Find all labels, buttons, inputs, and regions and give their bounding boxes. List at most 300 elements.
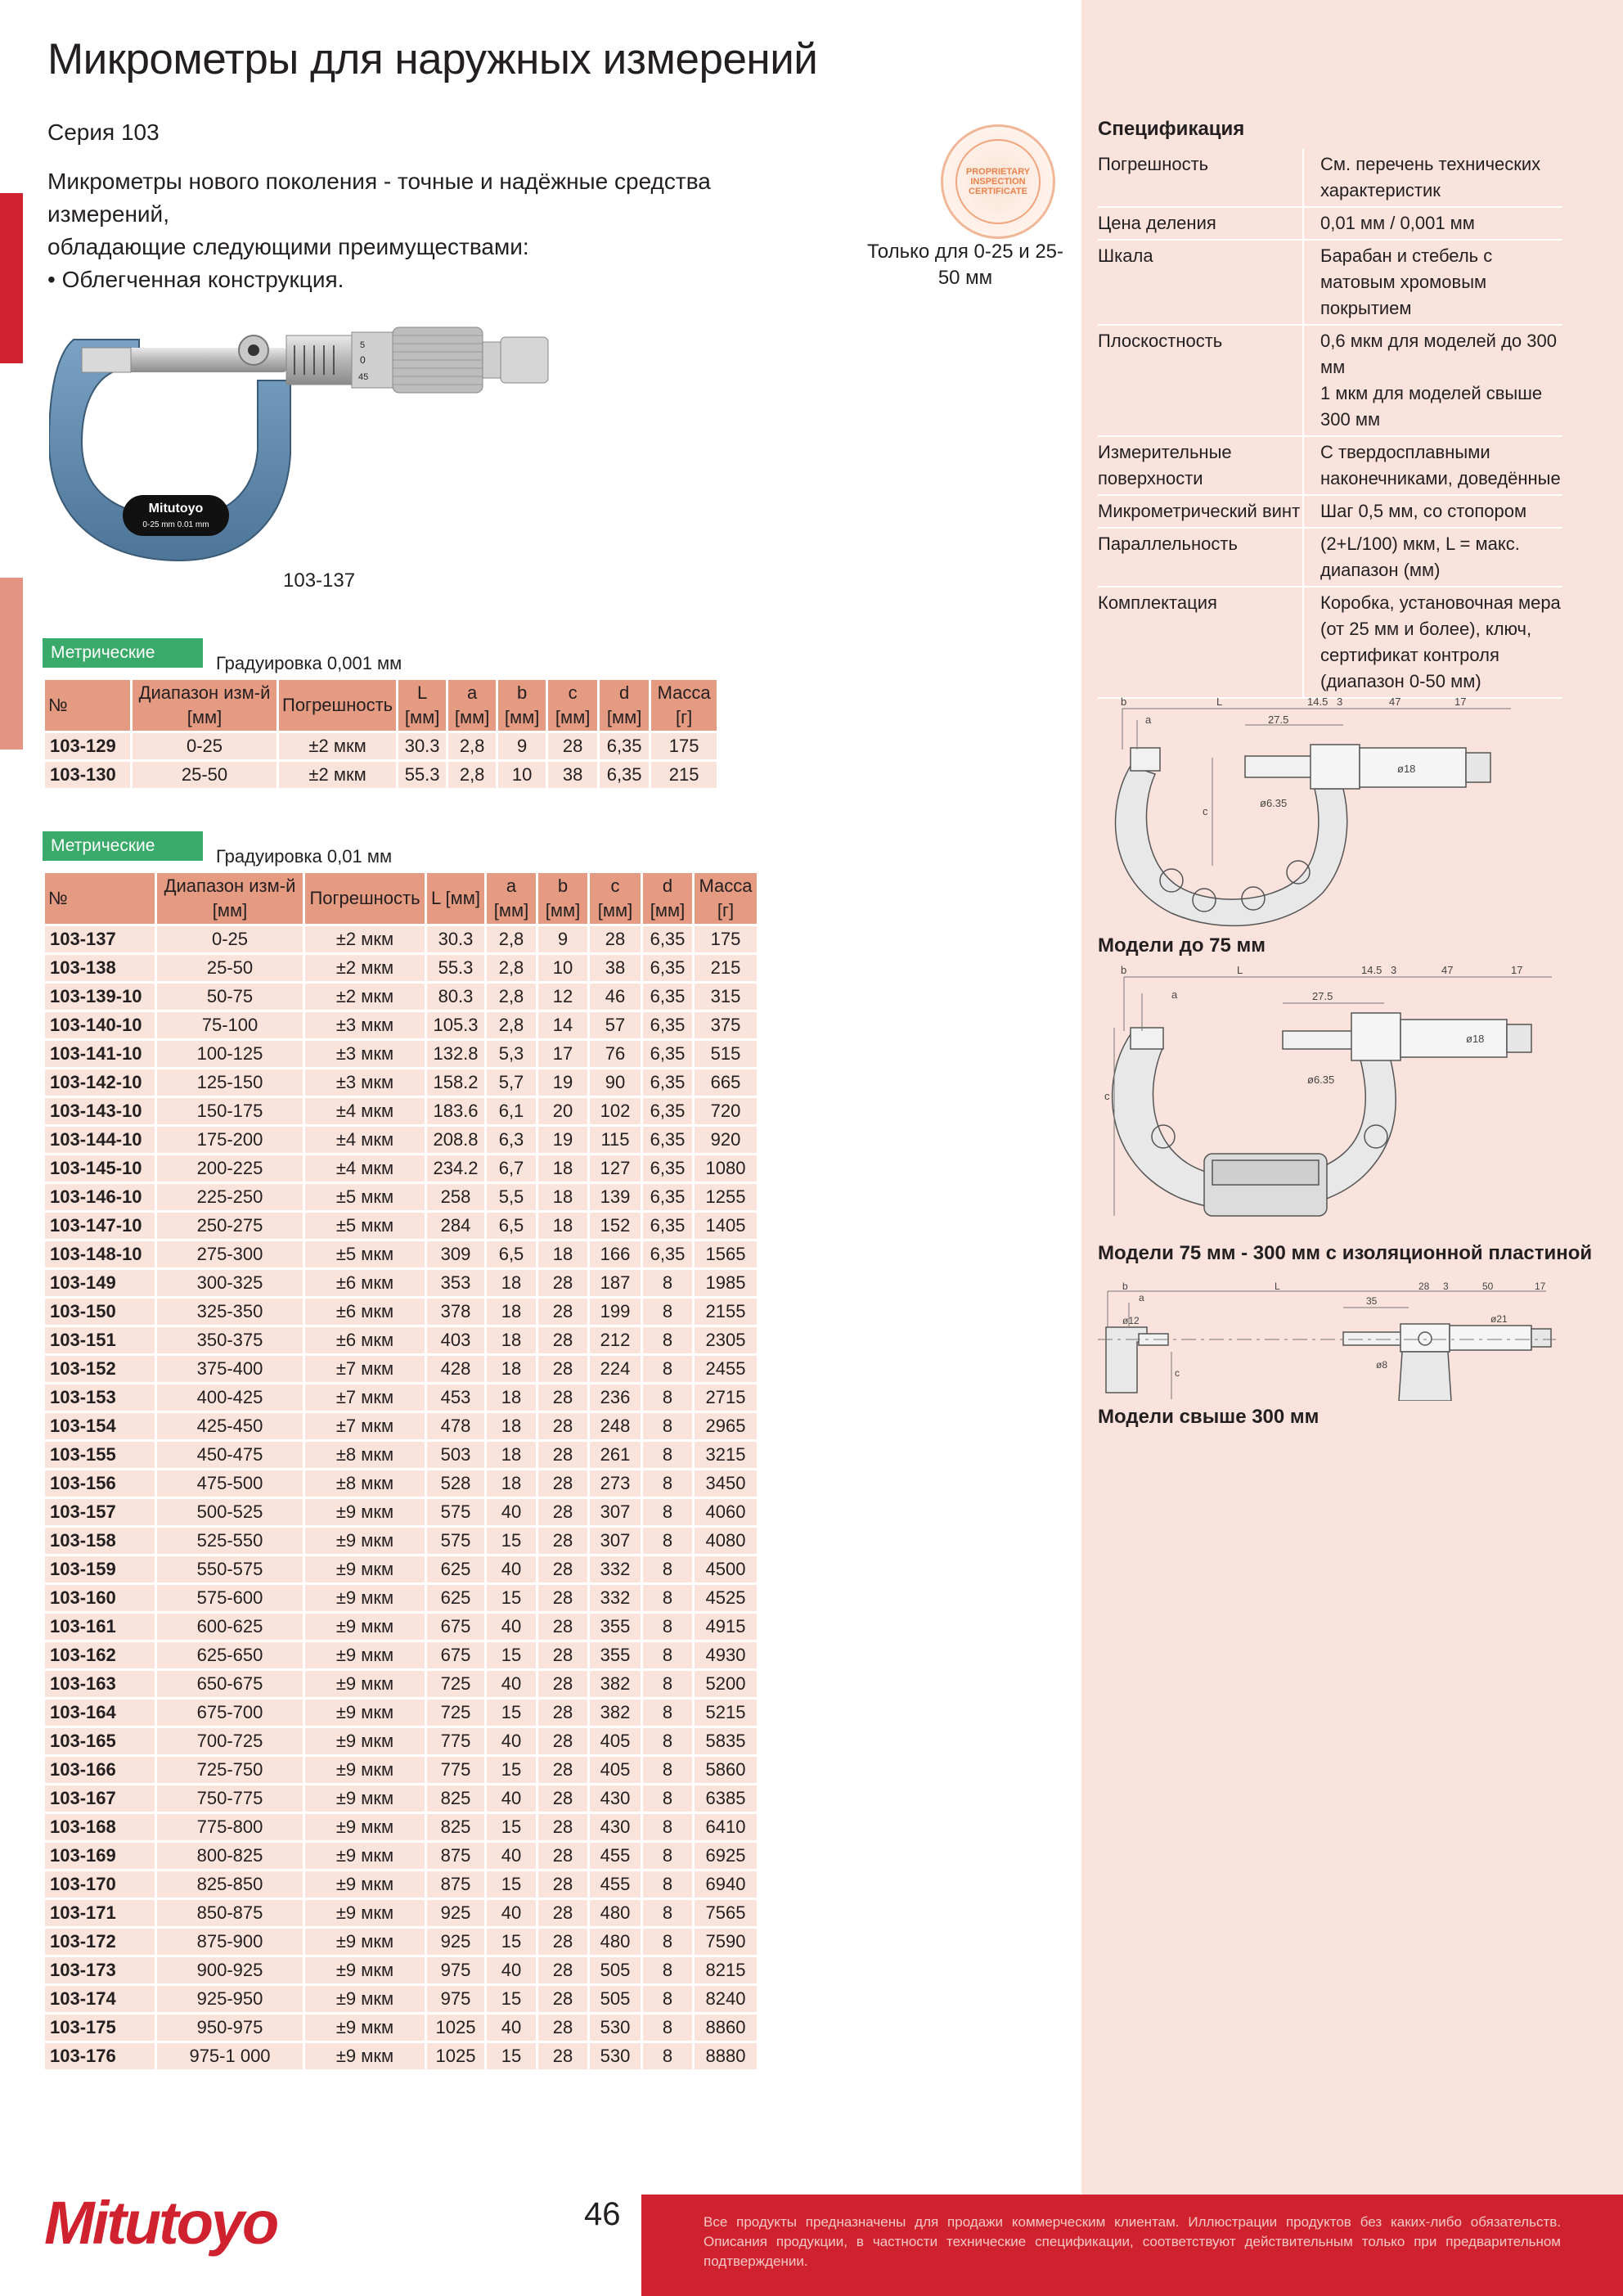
col-header: № [45, 873, 155, 924]
table-cell: 28 [538, 1585, 587, 1611]
spec-value: См. перечень технических характеристик [1320, 154, 1541, 200]
table-cell: 450-475 [157, 1442, 303, 1468]
table-cell: ±6 мкм [305, 1270, 425, 1296]
dim-label: c [1175, 1367, 1180, 1379]
table-cell: 183.6 [427, 1098, 484, 1124]
table-cell: 9 [498, 733, 546, 759]
table-cell: 600-625 [157, 1614, 303, 1640]
drawing-over-300 [1098, 1278, 1556, 1401]
model-code-cell: 103-130 [45, 762, 130, 788]
model-code-cell: 103-137 [45, 926, 155, 952]
table-row [45, 1327, 757, 1353]
table-cell: 453 [427, 1384, 484, 1411]
model-code-cell: 103-129 [45, 733, 130, 759]
table-cell: 875 [427, 1843, 484, 1869]
table-cell: 8 [643, 2015, 692, 2041]
table-row [45, 926, 757, 952]
table-cell: 40 [487, 1499, 536, 1525]
table-cell: 8 [643, 1614, 692, 1640]
table-cell: 7590 [695, 1929, 757, 1955]
table-cell: 6,35 [643, 1069, 692, 1096]
table-cell: 775 [427, 1757, 484, 1783]
model-code-cell: 103-172 [45, 1929, 155, 1955]
table-cell: 4525 [695, 1585, 757, 1611]
model-code-cell: 103-144-10 [45, 1127, 155, 1153]
table-cell: 18 [487, 1413, 536, 1439]
table-cell: 125-150 [157, 1069, 303, 1096]
table-cell: 6,35 [643, 926, 692, 952]
spec-table-0001 [43, 678, 719, 790]
table-cell: ±2 мкм [279, 762, 396, 788]
table-row [45, 1069, 757, 1096]
col-header: Масса [г] [651, 680, 717, 731]
table-cell: 2,8 [487, 1012, 536, 1038]
drawing-up-to-75 [1098, 692, 1556, 934]
spec-row [1098, 326, 1562, 437]
spec-list [1098, 149, 1562, 699]
table-cell: 57 [590, 1012, 641, 1038]
table-cell: 28 [538, 1499, 587, 1525]
table-cell: ±2 мкм [305, 955, 425, 981]
table-cell: 6,35 [643, 984, 692, 1010]
table-cell: 8 [643, 1728, 692, 1754]
table-row [45, 1356, 757, 1382]
model-code-cell: 103-148-10 [45, 1241, 155, 1267]
table-cell: 7565 [695, 1900, 757, 1926]
dim-label: ø12 [1122, 1315, 1140, 1326]
col-header: d [мм] [643, 873, 692, 924]
dim-label: 28 [1418, 1281, 1430, 1292]
table-cell: 2155 [695, 1299, 757, 1325]
table-cell: 28 [538, 1871, 587, 1898]
table-cell: 750-775 [157, 1785, 303, 1812]
col-header: Диапазон изм-й [мм] [157, 873, 303, 924]
table-cell: 8 [643, 1384, 692, 1411]
table-cell: ±9 мкм [305, 1986, 425, 2012]
table-cell: 14 [538, 1012, 587, 1038]
drawing-75-300 [1098, 961, 1556, 1231]
table-row [45, 1957, 757, 1983]
table-cell: 8 [643, 1871, 692, 1898]
table-cell: 8 [643, 2043, 692, 2069]
table-cell: ±9 мкм [305, 1671, 425, 1697]
table-cell: 530 [590, 2043, 641, 2069]
series-label: Серия 103 [47, 119, 160, 145]
dim-label: a [1171, 988, 1178, 1001]
table-cell: 17 [538, 1041, 587, 1067]
table-cell: 18 [487, 1356, 536, 1382]
table-cell: 825-850 [157, 1871, 303, 1898]
table-cell: 403 [427, 1327, 484, 1353]
table-cell: ±6 мкм [305, 1327, 425, 1353]
table-header-row [45, 873, 757, 924]
model-code-cell: 103-151 [45, 1327, 155, 1353]
table-cell: ±9 мкм [305, 1871, 425, 1898]
table-cell: 1025 [427, 2015, 484, 2041]
table-cell: 800-825 [157, 1843, 303, 1869]
table-row [45, 1929, 757, 1955]
table-cell: ±3 мкм [305, 1012, 425, 1038]
table-row [45, 1299, 757, 1325]
table-cell: 5,7 [487, 1069, 536, 1096]
table-cell: 8 [643, 1470, 692, 1497]
intro-text [47, 165, 825, 296]
table-cell: 8 [643, 1642, 692, 1668]
table-cell: 115 [590, 1127, 641, 1153]
table-cell: 15 [487, 1585, 536, 1611]
table-cell: ±6 мкм [305, 1299, 425, 1325]
table-row [45, 1814, 757, 1840]
table-cell: 0-25 [133, 733, 276, 759]
table-cell: 76 [590, 1041, 641, 1067]
table-cell: 8 [643, 1528, 692, 1554]
table-cell: 236 [590, 1384, 641, 1411]
table-cell: 300-325 [157, 1270, 303, 1296]
model-code-cell: 103-167 [45, 1785, 155, 1812]
model-code-cell: 103-165 [45, 1728, 155, 1754]
table-cell: 650-675 [157, 1671, 303, 1697]
table-cell: 478 [427, 1413, 484, 1439]
table-cell: 8 [643, 1327, 692, 1353]
graduation-label-2: Градуировка 0,01 мм [216, 846, 393, 867]
table-cell: 2965 [695, 1413, 757, 1439]
table-cell: 80.3 [427, 984, 484, 1010]
table-cell: 28 [538, 1556, 587, 1582]
spec-row [1098, 208, 1562, 241]
model-code-cell: 103-154 [45, 1413, 155, 1439]
table-cell: 55.3 [427, 955, 484, 981]
certificate-seal-icon [941, 124, 1055, 239]
table-cell: 40 [487, 1843, 536, 1869]
col-header: a [мм] [448, 680, 496, 731]
table-cell: 40 [487, 1900, 536, 1926]
table-cell: 500-525 [157, 1499, 303, 1525]
table-cell: 215 [695, 955, 757, 981]
table-cell: 5215 [695, 1699, 757, 1726]
spec-value: Шаг 0,5 мм, со стопором [1320, 501, 1527, 521]
spec-row [1098, 437, 1562, 496]
table-cell: 455 [590, 1843, 641, 1869]
table-cell: 530 [590, 2015, 641, 2041]
spec-title: Спецификация [1098, 118, 1245, 140]
table-cell: 40 [487, 1957, 536, 1983]
table-row [45, 1098, 757, 1124]
table-cell: 775-800 [157, 1814, 303, 1840]
table-row [45, 2015, 757, 2041]
spec-key: Параллельность [1098, 529, 1304, 586]
spec-value: 0,6 мкм для моделей до 300 мм 1 мкм для моделей свыше 300 мм [1320, 331, 1557, 430]
table-cell: 40 [487, 1671, 536, 1697]
table-cell: 8 [643, 1413, 692, 1439]
model-code-cell: 103-168 [45, 1814, 155, 1840]
table-cell: 6,35 [600, 762, 649, 788]
table-cell: 4915 [695, 1614, 757, 1640]
table-row [45, 1241, 757, 1267]
table-cell: 175 [695, 926, 757, 952]
table-cell: 875-900 [157, 1929, 303, 1955]
table-cell: 2,8 [487, 955, 536, 981]
table-header-row [45, 680, 717, 731]
table-row [45, 1155, 757, 1182]
table-cell: 8 [643, 1299, 692, 1325]
scale-mark-5: 5 [360, 340, 366, 350]
table-cell: 307 [590, 1499, 641, 1525]
dim-label: 3 [1337, 696, 1343, 708]
table-cell: 38 [548, 762, 597, 788]
table-cell: 38 [590, 955, 641, 981]
table-cell: 8 [643, 1356, 692, 1382]
spec-value: Барабан и стебель с матовым хромовым покрытием [1320, 245, 1493, 318]
table-cell: 200-225 [157, 1155, 303, 1182]
table-cell: ±7 мкм [305, 1413, 425, 1439]
table-cell: 6385 [695, 1785, 757, 1812]
table-cell: 8 [643, 1986, 692, 2012]
table-cell: 725 [427, 1671, 484, 1697]
table-cell: ±2 мкм [305, 926, 425, 952]
table-cell: 430 [590, 1785, 641, 1812]
spec-key: Шкала [1098, 241, 1304, 324]
table-cell: 28 [538, 1642, 587, 1668]
table-cell: 309 [427, 1241, 484, 1267]
table-cell: 50-75 [157, 984, 303, 1010]
model-code-cell: 103-150 [45, 1299, 155, 1325]
dim-label: 17 [1511, 964, 1523, 976]
table-cell: 19 [538, 1069, 587, 1096]
intro-bullet: • Облегченная конструкция. [47, 267, 344, 292]
dim-label: 27.5 [1312, 990, 1333, 1002]
model-code-cell: 103-153 [45, 1384, 155, 1411]
table-row [45, 1642, 757, 1668]
dim-label: b [1121, 696, 1127, 708]
spec-row [1098, 149, 1562, 208]
table-cell: 18 [538, 1241, 587, 1267]
spec-key: Погрешность [1098, 149, 1304, 206]
model-code-cell: 103-141-10 [45, 1041, 155, 1067]
dim-label: c [1104, 1090, 1110, 1102]
table-cell: 187 [590, 1270, 641, 1296]
model-code-cell: 103-142-10 [45, 1069, 155, 1096]
table-cell: 8 [643, 1785, 692, 1812]
table-cell: 355 [590, 1614, 641, 1640]
model-code-cell: 103-143-10 [45, 1098, 155, 1124]
dim-label: 50 [1482, 1281, 1494, 1292]
table-cell: 430 [590, 1814, 641, 1840]
table-cell: ±5 мкм [305, 1213, 425, 1239]
table-cell: 224 [590, 1356, 641, 1382]
table-cell: 8 [643, 1499, 692, 1525]
model-code-cell: 103-169 [45, 1843, 155, 1869]
table-row [45, 1671, 757, 1697]
spec-key: Комплектация [1098, 588, 1304, 697]
table-cell: ±2 мкм [305, 984, 425, 1010]
dim-label: L [1237, 964, 1243, 976]
table-cell: 0-25 [157, 926, 303, 952]
spec-value: Коробка, установочная мера (от 25 мм и более), ключ, сертификат контроля (диапазон 0-50 мм) [1320, 592, 1561, 691]
dim-label: ø8 [1376, 1359, 1388, 1371]
table-cell: 2715 [695, 1384, 757, 1411]
table-cell: 6,35 [643, 1098, 692, 1124]
table-cell: ±9 мкм [305, 1585, 425, 1611]
table-cell: 378 [427, 1299, 484, 1325]
model-code-cell: 103-146-10 [45, 1184, 155, 1210]
table-cell: 28 [538, 1270, 587, 1296]
model-code-cell: 103-156 [45, 1470, 155, 1497]
table-cell: 4060 [695, 1499, 757, 1525]
model-code-cell: 103-171 [45, 1900, 155, 1926]
table-cell: 28 [538, 1384, 587, 1411]
table-cell: 8 [643, 1929, 692, 1955]
dim-label: 17 [1454, 696, 1467, 708]
table-cell: 150-175 [157, 1098, 303, 1124]
table-cell: 8215 [695, 1957, 757, 1983]
table-cell: 250-275 [157, 1213, 303, 1239]
table-cell: 248 [590, 1413, 641, 1439]
table-row [45, 1184, 757, 1210]
col-header: Диапазон изм-й [мм] [133, 680, 276, 731]
table-cell: 28 [538, 1299, 587, 1325]
table-row [45, 1699, 757, 1726]
spec-table-001 [43, 871, 759, 2072]
table-cell: ±9 мкм [305, 1528, 425, 1554]
model-code-cell: 103-161 [45, 1614, 155, 1640]
table-cell: 8 [643, 1757, 692, 1783]
table-cell: 234.2 [427, 1155, 484, 1182]
spec-value: 0,01 мм / 0,001 мм [1320, 213, 1475, 233]
table-cell: ±9 мкм [305, 2015, 425, 2041]
dim-label: 47 [1389, 696, 1401, 708]
table-row [45, 1270, 757, 1296]
table-cell: ±3 мкм [305, 1041, 425, 1067]
table-row [45, 1470, 757, 1497]
table-cell: 28 [538, 1814, 587, 1840]
table-cell: 18 [487, 1299, 536, 1325]
table-cell: 720 [695, 1098, 757, 1124]
table-cell: 15 [487, 1871, 536, 1898]
table-cell: 100-125 [157, 1041, 303, 1067]
table-cell: 920 [695, 1127, 757, 1153]
table-row [45, 1986, 757, 2012]
table-cell: 40 [487, 1614, 536, 1640]
table-cell: 675 [427, 1642, 484, 1668]
table-cell: 28 [538, 1327, 587, 1353]
table-cell: 175 [651, 733, 717, 759]
spec-row [1098, 241, 1562, 326]
table-cell: 332 [590, 1556, 641, 1582]
table-cell: 18 [487, 1327, 536, 1353]
table-cell: 505 [590, 1986, 641, 2012]
table-cell: ±9 мкм [305, 1556, 425, 1582]
model-code-cell: 103-149 [45, 1270, 155, 1296]
table-cell: 18 [487, 1470, 536, 1497]
drawing-caption-2: Модели 75 мм - 300 мм с изоляционной пластиной [1098, 1242, 1593, 1264]
table-cell: 132.8 [427, 1041, 484, 1067]
table-cell: 2,8 [448, 733, 496, 759]
table-cell: 2305 [695, 1327, 757, 1353]
table-cell: 6,35 [643, 1041, 692, 1067]
table-cell: 158.2 [427, 1069, 484, 1096]
table-cell: 9 [538, 926, 587, 952]
table-cell: 725-750 [157, 1757, 303, 1783]
spec-key: Плоскостность [1098, 326, 1304, 435]
model-code-cell: 103-163 [45, 1671, 155, 1697]
table-cell: 400-425 [157, 1384, 303, 1411]
table-cell: 28 [538, 1900, 587, 1926]
table-cell: 428 [427, 1356, 484, 1382]
dim-label: a [1139, 1292, 1144, 1303]
table-cell: 875 [427, 1871, 484, 1898]
table-cell: 480 [590, 1929, 641, 1955]
table-cell: 225-250 [157, 1184, 303, 1210]
table-cell: 28 [538, 1413, 587, 1439]
mitutoyo-logo: Mitutoyo [44, 2189, 277, 2257]
table-cell: 18 [487, 1270, 536, 1296]
spec-row [1098, 496, 1562, 529]
table-cell: 28 [590, 926, 641, 952]
dim-label: ø18 [1397, 763, 1416, 775]
table-cell: ±7 мкм [305, 1356, 425, 1382]
table-cell: ±8 мкм [305, 1442, 425, 1468]
table-cell: 6,5 [487, 1213, 536, 1239]
table-cell: 25-50 [133, 762, 276, 788]
table-cell: 625 [427, 1556, 484, 1582]
table-row [45, 984, 757, 1010]
table-cell: 6,35 [643, 955, 692, 981]
table-cell: 975 [427, 1957, 484, 1983]
table-cell: 175-200 [157, 1127, 303, 1153]
table-cell: 900-925 [157, 1957, 303, 1983]
table-cell: 28 [548, 733, 597, 759]
table-cell: 18 [538, 1155, 587, 1182]
table-row [45, 1384, 757, 1411]
table-cell: 55.3 [398, 762, 446, 788]
table-cell: 307 [590, 1528, 641, 1554]
table-cell: ±9 мкм [305, 1957, 425, 1983]
col-header: b [мм] [538, 873, 587, 924]
table-cell: 382 [590, 1699, 641, 1726]
intro-line-1: Микрометры нового поколения - точные и надёжные средства измерений, [47, 169, 711, 227]
table-cell: 28 [538, 1957, 587, 1983]
table-cell: 90 [590, 1069, 641, 1096]
table-cell: ±9 мкм [305, 1785, 425, 1812]
table-cell: 6,35 [643, 1155, 692, 1182]
table-cell: 8240 [695, 1986, 757, 2012]
metric-tag-2: Метрические [43, 831, 203, 861]
table-cell: ±4 мкм [305, 1098, 425, 1124]
table-cell: 212 [590, 1327, 641, 1353]
table-cell: ±4 мкм [305, 1155, 425, 1182]
table-cell: 5835 [695, 1728, 757, 1754]
model-code-cell: 103-145-10 [45, 1155, 155, 1182]
table-cell: 6940 [695, 1871, 757, 1898]
model-code-cell: 103-166 [45, 1757, 155, 1783]
table-cell: 6,1 [487, 1098, 536, 1124]
table-row [45, 1843, 757, 1869]
col-header: L [мм] [398, 680, 446, 731]
table-cell: 505 [590, 1957, 641, 1983]
scale-mark-0: 0 [360, 354, 366, 366]
table-cell: 925 [427, 1929, 484, 1955]
table-cell: 350-375 [157, 1327, 303, 1353]
table-cell: 25-50 [157, 955, 303, 981]
table-cell: 382 [590, 1671, 641, 1697]
table-row [45, 1900, 757, 1926]
table-cell: ±9 мкм [305, 1699, 425, 1726]
dim-label: ø6.35 [1260, 797, 1288, 809]
table-cell: ±2 мкм [279, 733, 396, 759]
table-cell: 20 [538, 1098, 587, 1124]
scale-mark-45: 45 [358, 372, 369, 382]
table-row [45, 1614, 757, 1640]
